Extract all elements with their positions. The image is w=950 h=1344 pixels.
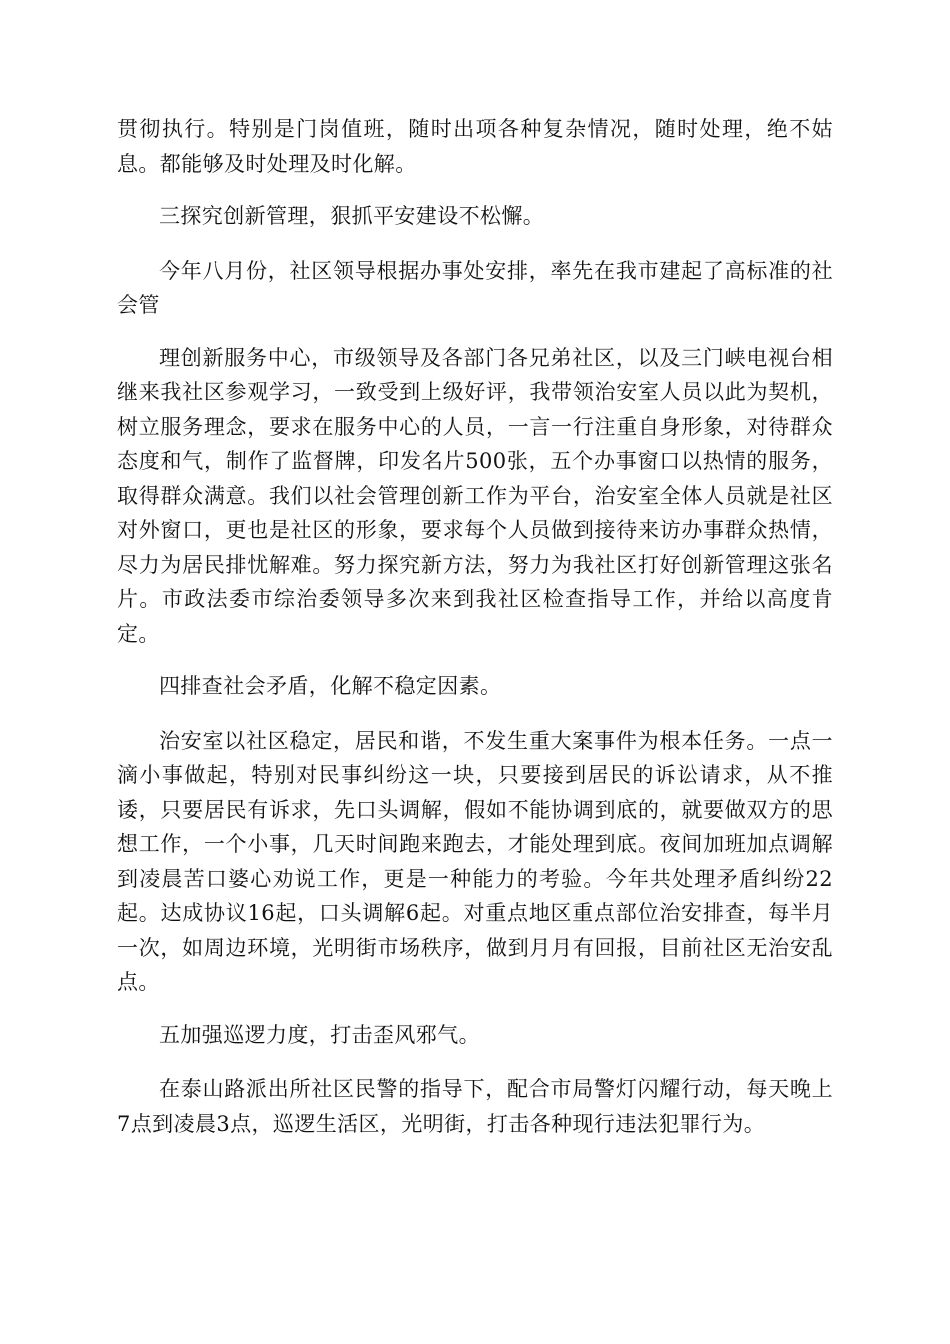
paragraph-continuation: 贯彻执行。特别是门岗值班，随时出项各种复杂情况，随时处理，绝不姑息。都能够及时处理及时化解。 bbox=[117, 117, 833, 176]
paragraph-disputes: 治安室以社区稳定，居民和谐，不发生重大案事件为根本任务。一点一滴小事做起，特别对民事纠纷这一块，只要接到居民的诉讼请求，从不推诿，只要居民有诉求，先口头调解，假如不能协调到底的，就要做双方的思想工作，一个小事，几天时间跑来跑去，才能处理到底。夜间加班加点调解到凌晨苦口婆心劝说工作，更是一种能力的考验。今年共处理矛盾纠纷22起。达成协议16起，口头调解6起。对重点地区重点部位治安排查，每半月一次，如周边环境，光明街市场秩序，做到月月有回报，目前社区无治安乱点。 bbox=[117, 728, 833, 994]
paragraph-august: 今年八月份，社区领导根据办事处安排，率先在我市建起了高标准的社会管 bbox=[117, 258, 833, 317]
section-heading-three: 三探究创新管理，狠抓平安建设不松懈。 bbox=[159, 204, 545, 228]
paragraph-service-center: 理创新服务中心，市级领导及各部门各兄弟社区，以及三门峡电视台相继来我社区参观学习，一致受到上级好评，我带领治安室人员以此为契机，树立服务理念，要求在服务中心的人员，一言一行注重自身形象，对待群众态度和气，制作了监督牌，印发名片500张，五个办事窗口以热情的服务，取得群众满意。我们以社会管理创新工作为平台，治安室全体人员就是社区对外窗口，更也是社区的形象，要求每个人员做到接待来访办事群众热情，尽力为居民排忧解难。努力探究新方法，努力为我社区打好创新管理这张名片。市政法委市综治委领导多次来到我社区检查指导工作，并给以高度肯定。 bbox=[117, 345, 833, 646]
paragraph-patrol: 在泰山路派出所社区民警的指导下，配合市局警灯闪耀行动，每天晚上7点到凌晨3点，巡逻生活区，光明街，打击各种现行违法犯罪行为。 bbox=[117, 1077, 833, 1136]
section-heading-five: 五加强巡逻力度，打击歪风邪气。 bbox=[159, 1022, 480, 1047]
section-heading-four: 四排查社会矛盾，化解不稳定因素。 bbox=[159, 674, 502, 698]
